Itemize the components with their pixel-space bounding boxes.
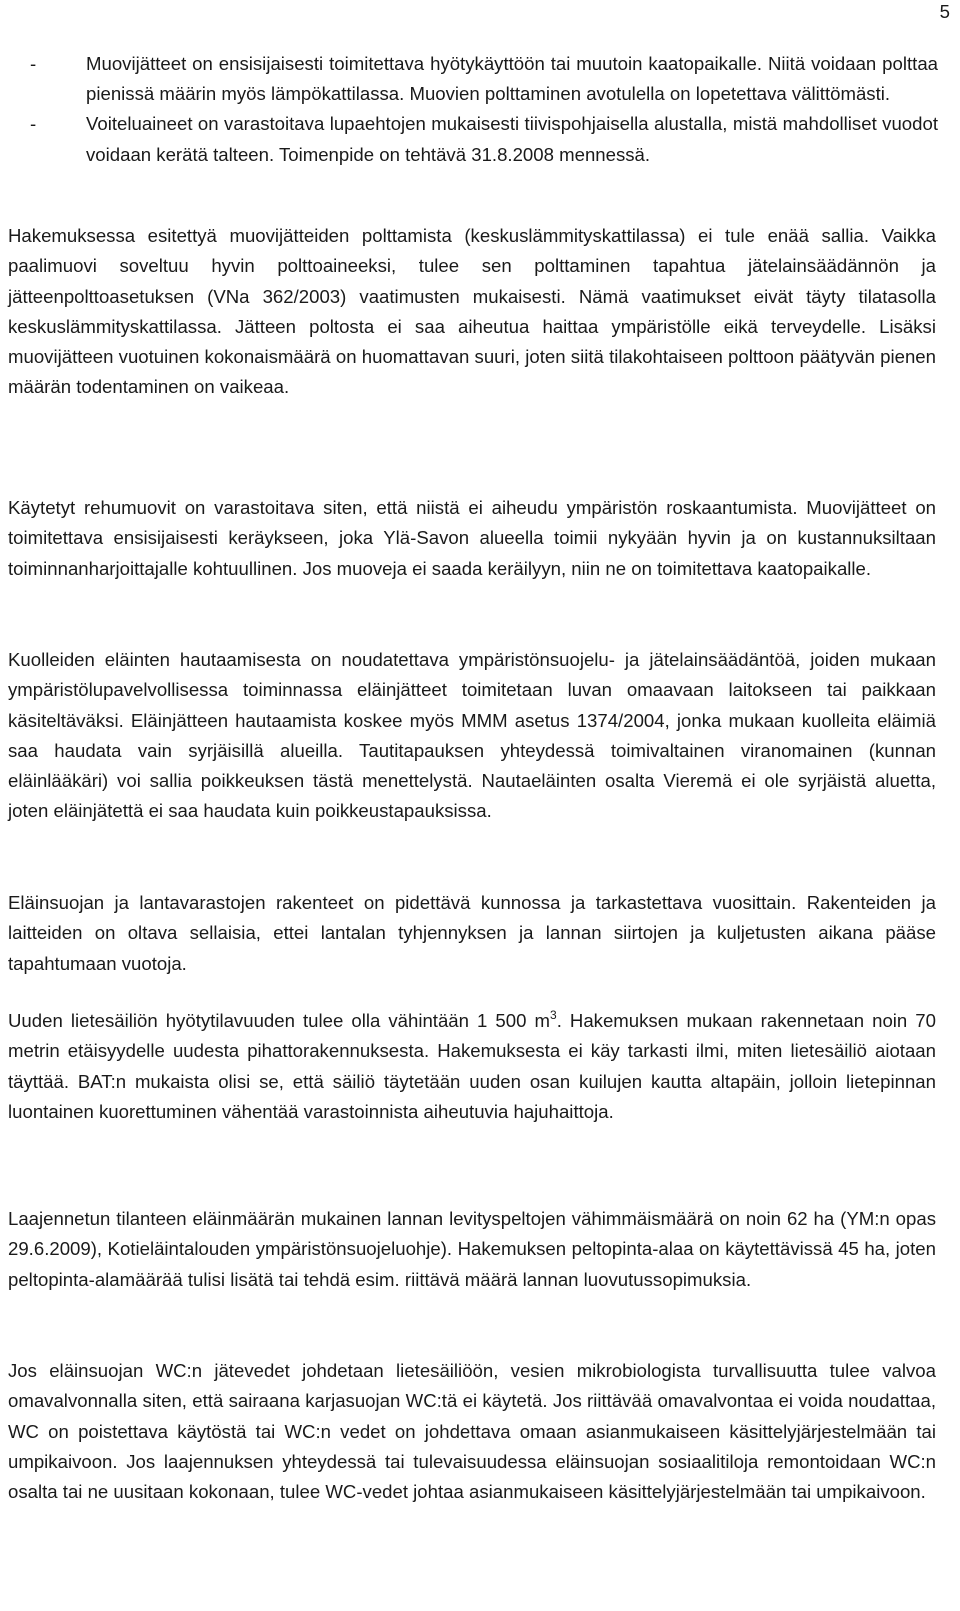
list-dash: - (30, 113, 37, 135)
page-number: 5 (939, 1, 950, 22)
list-item (30, 109, 938, 169)
paragraph-feed-plastics: Käytetyt rehumuovit on varastoitava siten, että niistä ei aiheudu ympäristön roskaantumista. Muovijätteet on toimitettava ensisijaisesti keräykseen, joka Ylä-Savon alueella toimii nykyään hyvin ja on kustannuksiltaan toiminnanharjoittajalle kohtuullinen. Jos muoveja ei saada keräilyyn, niin ne on toimitettava kaatopaikalle. (8, 497, 936, 579)
slurry-text-before: Uuden lietesäiliön hyötytilavuuden tulee olla vähintään 1 500 m (8, 1010, 550, 1031)
paragraph-spreading-fields: Laajennetun tilanteen eläinmäärän mukainen lannan levityspeltojen vähimmäismäärä on noin 62 ha (YM:n opas 29.6.2009), Kotieläintalouden ympäristönsuojeluohje). Hakemuksen peltopinta-alaa on käytettävissä 45 ha, joten peltopinta-alamäärää tulisi lisätä tai tehdä esim. riittävä määrä lannan luovutussopimuksia. (8, 1208, 936, 1290)
paragraph-slurry-tank (8, 1006, 936, 1127)
list-dash: - (30, 53, 37, 74)
list-item (30, 49, 938, 109)
bullet-list (30, 49, 938, 170)
paragraph-structures: Eläinsuojan ja lantavarastojen rakenteet on pidettävä kunnossa ja tarkastettava vuosittain. Rakenteiden ja laitteiden on oltava sellaisia, ettei lantalan tyhjennyksen ja lannan siirtojen ja kuljetusten aikana pääse tapahtumaan vuotoja. (8, 892, 936, 974)
paragraph-dead-animals: Kuolleiden eläinten hautaamisesta on noudatettava ympäristönsuojelu- ja jätelainsäädäntöä, joiden mukaan ympäristölupavelvollisessa toiminnassa eläinjätteet toimitetaan luvan omaavaan laitokseen tai paikkaan käsiteltäväksi. Eläinjätteen hautaamista koskee myös MMM asetus 1374/2004, jonka mukaan kuolleita eläimiä saa haudata vain syrjäisillä alueilla. Tautitapauksen yhteydessä toimivaltainen viranomainen (kunnan eläinlääkäri) voi sallia poikkeuksen tästä menettelystä. Nautaeläinten osalta Vieremä ei ole syrjäistä aluetta, joten eläinjätettä ei saa haudata kuin poikkeustapauksissa. (8, 649, 936, 822)
paragraph-wc-wastewater: Jos eläinsuojan WC:n jätevedet johdetaan lietesäiliöön, vesien mikrobiologista turvallisuutta tulee valvoa omavalvonnalla siten, että sairaana karjasuojan WC:tä ei käytetä. Jos riittävää omavalvontaa ei voida noudattaa, WC on poistettava käytöstä tai WC:n vedet on johdettava omaan asianmukaiseen käsittelyjärjestelmään tai umpikaivoon. Jos laajennuksen yhteydessä tai tulevaisuudessa eläinsuojan sosiaalitiloja remontoidaan WC:n osalta tai ne uusitaan kokonaan, tulee WC-vedet johtaa asianmukaiseen käsittelyjärjestelmään tai umpikaivoon. (8, 1360, 936, 1503)
paragraph-plastic-burning: Hakemuksessa esitettyä muovijätteiden polttamista (keskuslämmityskattilassa) ei tule enää sallia. Vaikka paalimuovi soveltuu hyvin polttoaineeksi, tulee sen polttaminen tapahtua jätelainsäädännön ja jätteenpolttoasetuksen (VNa 362/2003) vaatimusten mukaisesti. Nämä vaatimukset eivät täyty tilatasolla keskuslämmityskattilassa. Jätteen poltosta ei saa aiheutua haittaa ympäristölle eikä terveydelle. Lisäksi muovijätteen vuotuinen kokonaismäärä on huomattavan suuri, joten siitä tilakohtaiseen polttoon päätyvän pienen määrän todentaminen on vaikeaa. (8, 225, 936, 398)
list-item-text: Muovijätteet on ensisijaisesti toimitettava hyötykäyttöön tai muutoin kaatopaikalle. Niitä voidaan polttaa pienissä määrin myös lämpökattilassa. Muovien polttaminen avotulella on lopetettava välittömästi. (86, 53, 938, 105)
slurry-text-after: . Hakemuksen mukaan rakennetaan noin 70 metrin etäisyydelle uudesta pihattorakennuksesta. Hakemuksesta ei käy tarkasti ilmi, miten lietesäiliö aiotaan täyttää. BAT:n mukaista olisi se, että säiliö täytetään uuden osan kuilujen kautta altapäin, jolloin lietepinnan luontainen kuorettuminen vähentää varastoinnista aiheutuvia hajuhaittoja. (8, 1010, 936, 1122)
list-item-text: Voiteluaineet on varastoitava lupaehtojen mukaisesti tiivispohjaisella alustalla, mistä mahdolliset vuodot voidaan kerätä talteen. Toimenpide on tehtävä 31.8.2008 mennessä. (86, 113, 938, 165)
superscript: 3 (550, 1007, 557, 1022)
